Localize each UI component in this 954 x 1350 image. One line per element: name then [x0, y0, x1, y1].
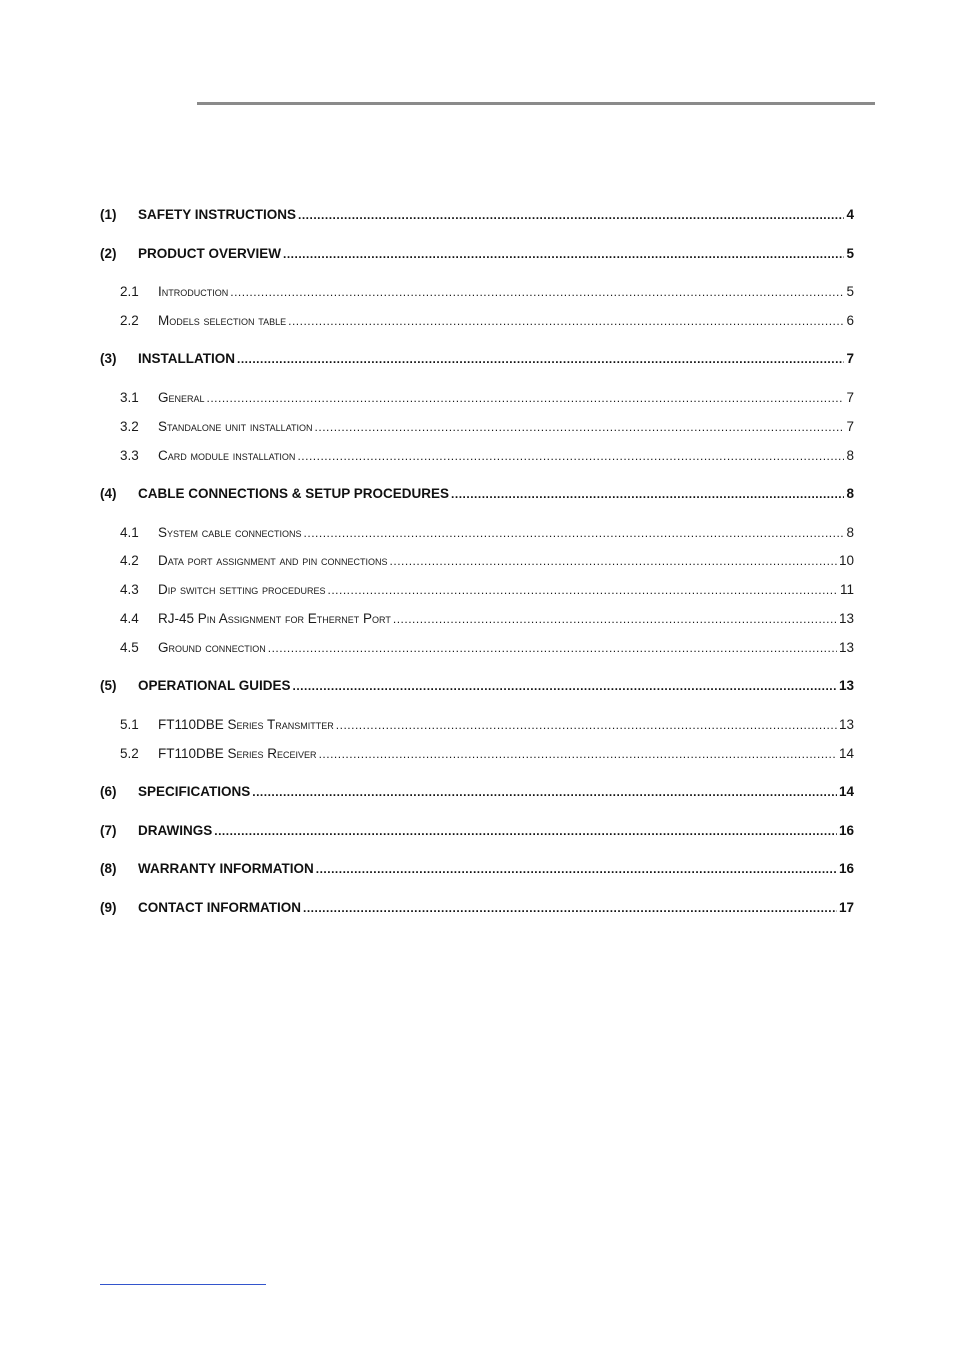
- toc-entry-page: 5: [846, 246, 854, 261]
- toc-leader-dots: [303, 900, 837, 915]
- toc-entry-standalone-unit-installation[interactable]: [100, 419, 854, 434]
- toc-entry-number: (3): [100, 351, 117, 366]
- toc-entry-number: 3.1: [120, 390, 139, 405]
- toc-entry-title: Ground connection: [158, 640, 266, 655]
- toc-entry-page: 7: [846, 351, 854, 366]
- toc-entry-card-module-installation[interactable]: [100, 448, 854, 463]
- toc-entry-page: 13: [838, 640, 854, 655]
- toc-leader-dots: [336, 717, 837, 732]
- toc-entry-number: 5.2: [120, 746, 139, 761]
- toc-entry-page: 13: [838, 611, 854, 626]
- toc-entry-number: (4): [100, 486, 117, 501]
- toc-entry-number: (2): [100, 246, 117, 261]
- toc-entry-number: 4.4: [120, 611, 139, 626]
- toc-entry-system-cable-connections[interactable]: [100, 525, 854, 540]
- toc-entry-number: (9): [100, 900, 117, 915]
- toc-entry-contact-information[interactable]: [100, 900, 854, 915]
- toc-leader-dots: [283, 246, 844, 261]
- toc-entry-number: (7): [100, 823, 117, 838]
- toc-entry-product-overview[interactable]: [100, 246, 854, 261]
- toc-leader-dots: [315, 419, 845, 434]
- toc-leader-dots: [230, 284, 844, 299]
- toc-entry-page: 16: [838, 823, 854, 838]
- toc-entry-page: 6: [846, 313, 854, 328]
- toc-leader-dots: [214, 823, 837, 838]
- toc-entry-page: 4: [846, 207, 854, 222]
- toc-leader-dots: [297, 448, 844, 463]
- toc-entry-number: (8): [100, 861, 117, 876]
- toc-entry-title: CABLE CONNECTIONS & SETUP PROCEDURES: [138, 486, 450, 501]
- toc-entry-installation[interactable]: [100, 351, 854, 366]
- toc-entry-page: 17: [838, 900, 854, 915]
- toc-entry-general[interactable]: [100, 390, 854, 405]
- toc-entry-page: 8: [846, 486, 854, 501]
- toc-entry-number: 5.1: [120, 717, 139, 732]
- toc-entry-drawings[interactable]: [100, 823, 854, 838]
- toc-entry-title: INSTALLATION: [138, 351, 235, 366]
- toc-leader-dots: [319, 746, 837, 761]
- toc-entry-title: Models selection table: [158, 313, 287, 328]
- toc-entry-number: (6): [100, 784, 117, 799]
- toc-leader-dots: [451, 486, 844, 501]
- toc-entry-number: 4.2: [120, 553, 139, 568]
- toc-entry-introduction[interactable]: [100, 284, 854, 299]
- toc-entry-page: 11: [839, 582, 854, 597]
- toc-entry-transmitter[interactable]: [100, 717, 854, 732]
- header-rule: [197, 102, 875, 105]
- toc-entry-title: SPECIFICATIONS: [138, 784, 251, 799]
- toc-entry-models-selection-table[interactable]: [100, 313, 854, 328]
- toc-entry-page: 16: [838, 861, 854, 876]
- toc-entry-title: System cable connections: [158, 525, 302, 540]
- toc-entry-title: OPERATIONAL GUIDES: [138, 678, 291, 693]
- toc-entry-page: 8: [846, 448, 854, 463]
- toc-leader-dots: [207, 390, 845, 405]
- toc-entry-title: Card module installation: [158, 448, 296, 463]
- toc-entry-number: 3.3: [120, 448, 139, 463]
- toc-entry-operational-guides[interactable]: [100, 678, 854, 693]
- toc-entry-number: 3.2: [120, 419, 139, 434]
- toc-entry-dip-switch-setting[interactable]: [100, 582, 854, 597]
- toc-entry-number: (5): [100, 678, 117, 693]
- toc-entry-rj45-pin-assignment[interactable]: [100, 611, 854, 626]
- toc-entry-page: 14: [838, 746, 854, 761]
- toc-entry-receiver[interactable]: [100, 746, 854, 761]
- toc-entry-title: DRAWINGS: [138, 823, 213, 838]
- toc-entry-page: 10: [838, 553, 854, 568]
- toc-entry-ground-connection[interactable]: [100, 640, 854, 655]
- toc-entry-title: General: [158, 390, 205, 405]
- toc-leader-dots: [268, 640, 837, 655]
- toc-entry-safety-instructions[interactable]: [100, 207, 854, 222]
- toc-entry-title: WARRANTY INFORMATION: [138, 861, 314, 876]
- toc-leader-dots: [237, 351, 844, 366]
- toc-leader-dots: [390, 553, 837, 568]
- toc-leader-dots: [298, 207, 844, 222]
- toc-entry-number: (1): [100, 207, 117, 222]
- toc-entry-title: Standalone unit installation: [158, 419, 313, 434]
- toc-entry-page: 14: [838, 784, 854, 799]
- toc-entry-page: 13: [838, 717, 854, 732]
- toc-entry-title: FT110DBE Series Transmitter: [158, 717, 334, 732]
- toc-entry-title: FT110DBE Series Receiver: [158, 746, 317, 761]
- toc-leader-dots: [393, 611, 837, 626]
- toc-leader-dots: [316, 861, 837, 876]
- toc-entry-title: CONTACT INFORMATION: [138, 900, 301, 915]
- toc-entry-title: SAFETY INSTRUCTIONS: [138, 207, 297, 222]
- toc-entry-number: 4.5: [120, 640, 139, 655]
- toc-entry-number: 4.3: [120, 582, 139, 597]
- toc-entry-data-port-assignment[interactable]: [100, 553, 854, 568]
- toc-entry-title: Introduction: [158, 284, 229, 299]
- toc-entry-warranty-information[interactable]: [100, 861, 854, 876]
- toc-entry-number: 2.1: [120, 284, 139, 299]
- toc-entry-title: RJ-45 Pin Assignment for Ethernet Port: [158, 611, 391, 626]
- toc-entry-specifications[interactable]: [100, 784, 854, 799]
- toc-entry-cable-connections[interactable]: [100, 486, 854, 501]
- toc-entry-page: 5: [846, 284, 854, 299]
- footer-link-underline[interactable]: [100, 1284, 266, 1285]
- toc-entry-number: 4.1: [120, 525, 139, 540]
- toc-entry-page: 8: [846, 525, 854, 540]
- toc-entry-title: Data port assignment and pin connections: [158, 553, 388, 568]
- toc-leader-dots: [252, 784, 837, 799]
- toc-entry-number: 2.2: [120, 313, 139, 328]
- toc-entry-title: Dip switch setting procedures: [158, 582, 326, 597]
- toc-entry-page: 7: [846, 390, 854, 405]
- toc-leader-dots: [293, 678, 837, 693]
- toc-leader-dots: [328, 582, 838, 597]
- toc-entry-page: 13: [838, 678, 854, 693]
- toc-leader-dots: [304, 525, 845, 540]
- toc-entry-page: 7: [846, 419, 854, 434]
- toc-leader-dots: [288, 313, 844, 328]
- toc-entry-title: PRODUCT OVERVIEW: [138, 246, 282, 261]
